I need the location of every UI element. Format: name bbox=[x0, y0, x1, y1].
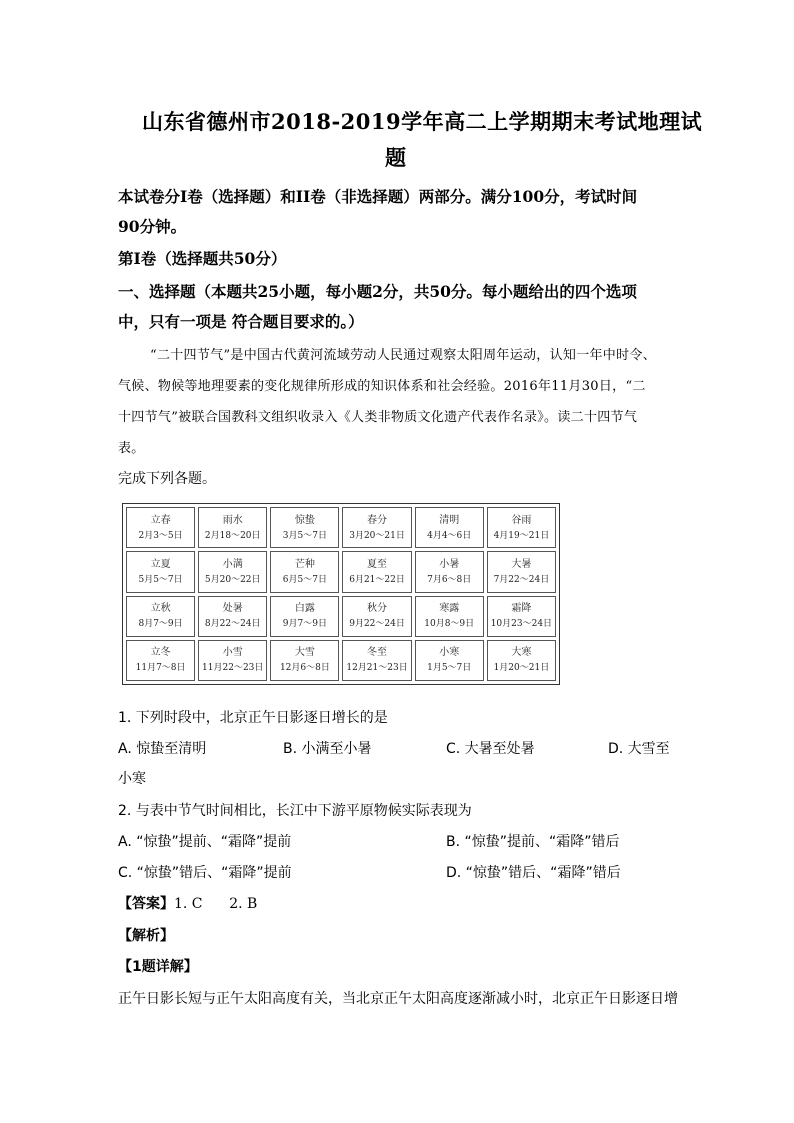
solar-term-name: 寒露 bbox=[439, 603, 460, 615]
solar-term-date: 4月19～21日 bbox=[493, 530, 550, 541]
table-cell bbox=[270, 596, 339, 637]
solar-term-name: 清明 bbox=[439, 514, 460, 526]
solar-term-name: 立冬 bbox=[150, 647, 171, 659]
question-2-option-d: D. “惊蛰”错后、“霜降”错后 bbox=[446, 865, 621, 881]
solar-term-name: 处暑 bbox=[222, 603, 243, 615]
table-cell bbox=[415, 596, 484, 637]
solar-term-name: 小满 bbox=[222, 558, 243, 570]
solar-term-date: 5月5～7日 bbox=[138, 574, 183, 585]
table-cell bbox=[487, 640, 556, 681]
solar-term-date: 10月8～9日 bbox=[424, 619, 475, 630]
table-cell bbox=[126, 640, 195, 681]
section1-heading-line1: 一、选择题（本题共25小题，每小题2分，共50分。每小题给出的四个选项 bbox=[118, 282, 637, 301]
solar-term-name: 立夏 bbox=[150, 558, 171, 570]
question-2-option-c: C. “惊蛰”错后、“霜降”提前 bbox=[118, 865, 292, 881]
table-cell bbox=[415, 640, 484, 681]
table-row bbox=[126, 596, 556, 637]
solar-term-date: 5月20～22日 bbox=[204, 574, 261, 585]
solar-term-date: 9月7～9日 bbox=[282, 619, 327, 630]
solar-term-date: 8月7～9日 bbox=[138, 619, 183, 630]
table-cell bbox=[270, 640, 339, 681]
table-cell bbox=[198, 640, 267, 681]
table-cell bbox=[342, 507, 411, 548]
table-cell bbox=[126, 551, 195, 592]
table-cell bbox=[342, 551, 411, 592]
solar-term-date: 12月21～23日 bbox=[346, 663, 408, 674]
table-cell bbox=[342, 596, 411, 637]
answer-text: 1. C 2. B bbox=[174, 896, 258, 912]
solar-term-date: 2月18～20日 bbox=[204, 530, 261, 541]
solar-term-name: 白露 bbox=[294, 603, 315, 615]
solar-term-name: 大暑 bbox=[511, 558, 532, 570]
solar-term-date: 3月5～7日 bbox=[282, 530, 327, 541]
instruction-text: 完成下列各题。 bbox=[118, 471, 216, 487]
solar-term-name: 谷雨 bbox=[511, 514, 532, 526]
question-1-option-d-wrap: 小寒 bbox=[118, 771, 146, 787]
solar-term-name: 立秋 bbox=[150, 603, 171, 615]
solar-term-name: 霜降 bbox=[511, 603, 532, 615]
solar-term-date: 8月22～24日 bbox=[204, 619, 261, 630]
solar-term-name: 芒种 bbox=[294, 558, 315, 570]
table-row bbox=[126, 640, 556, 681]
table-cell bbox=[126, 507, 195, 548]
solar-term-date: 9月22～24日 bbox=[349, 619, 405, 630]
solar-term-name: 小寒 bbox=[439, 647, 460, 659]
part1-heading: 第Ⅰ卷（选择题共50分） bbox=[118, 249, 287, 268]
intro-line2: 90分钟。 bbox=[118, 217, 187, 236]
solar-term-date: 11月7～8日 bbox=[135, 663, 186, 674]
solar-term-date: 4月4～6日 bbox=[427, 530, 472, 541]
detail-label: 【1题详解】 bbox=[118, 959, 198, 975]
solar-term-name: 雨水 bbox=[222, 514, 243, 526]
answer-line bbox=[118, 893, 257, 913]
passage-line4: 表。 bbox=[118, 441, 145, 456]
solar-term-date: 1月5～7日 bbox=[427, 663, 472, 674]
solar-term-date: 3月20～21日 bbox=[349, 530, 405, 541]
table-cell bbox=[270, 507, 339, 548]
solar-term-name: 冬至 bbox=[367, 647, 388, 659]
solar-term-date: 2月3～5日 bbox=[138, 530, 183, 541]
analysis-label: 【解析】 bbox=[118, 928, 174, 944]
table-cell bbox=[342, 640, 411, 681]
section1-heading-line2: 中，只有一项是 符合题目要求的。） bbox=[118, 312, 364, 331]
question-1-option-c: C. 大暑至处暑 bbox=[446, 741, 535, 757]
table-cell bbox=[487, 596, 556, 637]
question-1-option-b: B. 小满至小暑 bbox=[283, 741, 372, 757]
table-cell bbox=[270, 551, 339, 592]
intro-line1: 本试卷分Ⅰ卷（选择题）和II卷（非选择题）两部分。满分100分，考试时间 bbox=[118, 187, 638, 206]
solar-term-date: 7月22～24日 bbox=[493, 574, 550, 585]
table-cell bbox=[487, 551, 556, 592]
solar-term-name: 立春 bbox=[150, 514, 171, 526]
table-cell bbox=[415, 551, 484, 592]
table-cell bbox=[198, 596, 267, 637]
passage-line2: 气候、物候等地理要素的变化规律所形成的知识体系和社会经验。2016年11月30日，“二 bbox=[118, 379, 646, 394]
solar-term-date: 12月6～8日 bbox=[279, 663, 330, 674]
question-2-option-a: A. “惊蛰”提前、“霜降”提前 bbox=[118, 834, 292, 850]
solar-term-name: 小雪 bbox=[222, 647, 243, 659]
answer-label: 【答案】 bbox=[118, 896, 174, 912]
detail-text: 正午日影长短与正午太阳高度有关，当北京正午太阳高度逐渐减小时，北京正午日影逐日增 bbox=[118, 991, 678, 1007]
table-cell bbox=[198, 507, 267, 548]
table-cell bbox=[126, 596, 195, 637]
solar-terms-grid bbox=[123, 504, 559, 684]
passage-line3: 十四节气”被联合国教科文组织收录入《人类非物质文化遗产代表作名录》。读二十四节气 bbox=[118, 410, 638, 425]
solar-term-date: 6月21～22日 bbox=[349, 574, 405, 585]
table-row bbox=[126, 507, 556, 548]
table-cell bbox=[487, 507, 556, 548]
table-cell bbox=[198, 551, 267, 592]
solar-term-date: 1月20～21日 bbox=[493, 663, 550, 674]
question-1-option-d: D. 大雪至 bbox=[608, 741, 670, 757]
question-1-option-a: A. 惊蛰至清明 bbox=[118, 741, 207, 757]
solar-term-name: 春分 bbox=[367, 514, 388, 526]
document-title-line2: 题 bbox=[385, 145, 407, 170]
passage-line1: “二十四节气”是中国古代黄河流域劳动人民通过观察太阳周年运动，认知一年中时令、 bbox=[150, 348, 656, 363]
solar-term-name: 大寒 bbox=[511, 647, 532, 659]
table-cell bbox=[415, 507, 484, 548]
table-row bbox=[126, 551, 556, 592]
document-title-line1: 山东省德州市2018-2019学年高二上学期期末考试地理试 bbox=[142, 109, 703, 134]
solar-term-date: 7月6～8日 bbox=[427, 574, 472, 585]
solar-term-date: 11月22～23日 bbox=[202, 663, 264, 674]
solar-term-date: 10月23～24日 bbox=[490, 619, 553, 630]
solar-term-name: 大雪 bbox=[294, 647, 315, 659]
question-2-stem: 2. 与表中节气时间相比，长江中下游平原物候实际表现为 bbox=[118, 803, 472, 819]
solar-term-name: 秋分 bbox=[367, 603, 388, 615]
solar-term-date: 6月5～7日 bbox=[282, 574, 327, 585]
solar-term-name: 小暑 bbox=[439, 558, 460, 570]
solar-term-name: 惊蛰 bbox=[294, 514, 315, 526]
question-2-option-b: B. “惊蛰”提前、“霜降”错后 bbox=[446, 834, 620, 850]
question-1-stem: 1. 下列时段中，北京正午日影逐日增长的是 bbox=[118, 710, 388, 726]
solar-terms-table bbox=[122, 503, 560, 685]
solar-term-name: 夏至 bbox=[367, 558, 388, 570]
